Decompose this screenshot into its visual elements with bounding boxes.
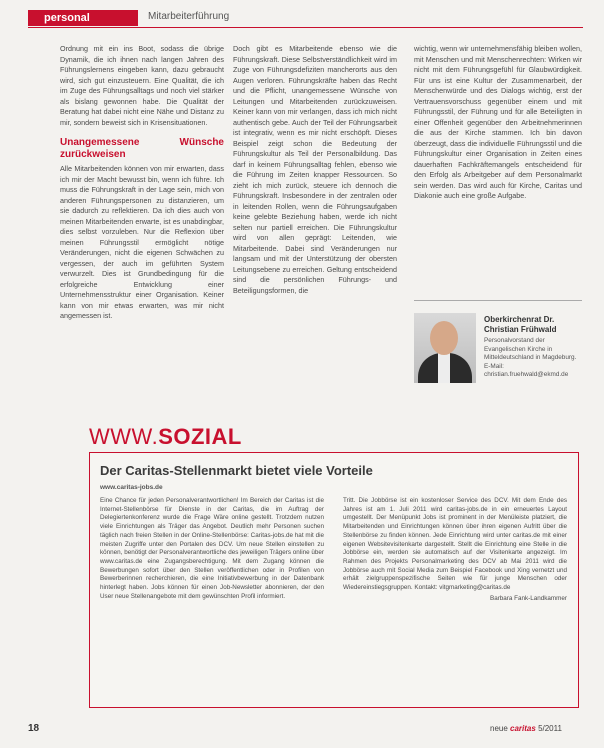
author-name: Oberkirchenrat Dr. Christian Frühwald — [484, 315, 557, 334]
page-number: 18 — [28, 723, 40, 734]
magazine-footer — [490, 724, 562, 733]
column-1-body: Alle Mitarbeitenden können von mir erwarten, dass ich mir der Macht bewusst bin, wenn ich führe. Ich muss die Führungskraft in der Lage sein, mich von anderen Führungspersonen zu distanzieren, um sie dadurch zu reflektieren. Da ich dies auch von meinen Mitarbeitenden erwarte, ist es unabdingbar, dies selbst vorzuleben. Nur die Reflexion über meinen Führungsstil ermöglicht nötige Veränderungen, nicht die eigenen Schwächen zu vergessen, der auch im geführten System verwurzelt. Dies ist Grundbedingung für die erfolgreiche Entwicklung einer Unternehmensstruktur einer Organisation. Keiner kann von mir etwas erwarten, was mir nicht angemessen ist. — [60, 164, 224, 320]
column-1-intro: Ordnung mit ein ins Boot, sodass die übrige Dynamik, die ich ihnen nach langen Jahren des Führungslernens eingeben kann, dazu gebraucht wird, sich gut einzusteuern. Eine Qualität, die ich im Zuge des Führungsalltags und noch viel stärker als bislang gewonnen habe. Die Qualität der Beratung hat dabei nicht eine Nähe und Distanz zu mir, sondern beweist sich in Krisensituationen. — [60, 44, 224, 127]
box-url[interactable]: www.caritas-jobs.de — [100, 484, 163, 491]
box-column-2 — [343, 497, 567, 603]
box-title: Der Caritas-Stellenmarkt bietet viele Vorteile — [100, 463, 373, 478]
column-2-body: Doch gibt es Mitarbeitende ebenso wie die Führungskraft. Diese Selbstverständlichkeit wird im Zuge von Führungsdefiziten mancherorts aus den Augen verloren. Führungskräfte haben das Recht und die Pflicht, unangemessene Wünsche von Leitungen und Mitarbeitenden zurückzuweisen. Keiner kann von mir verlangen, dass ich mich nicht authentisch gebe. Auch der Teil der Führungsarbeit ist integrativ, wenn es mir nicht erschöpft. Dieses Beispiel zeigt schon die Bedeutung der Führungskultur als Teil der Personalbildung. Das darf in keinem Führungsalltag fehlen, ebenso wie die Führung im Zeiten knapper Ressourcen. So zieht ich mich zurück, steuere ich dennoch die Führungskraft. Insbesondere in der zentralen oder in leitenden Rollen, wenn die Führungsaufgaben keine gelebte Beziehung haben, werde ich nicht selten nur partiell erreichen. Die Führungskultur wird von allen geprägt: Leitenden, wie Mitarbeitende. Dabei sind Veränderungen nur langsam und mit der Unterstützung der obersten Leitungsebene zu erreichen. Geltung entscheidend sind die persönlichen Führungs- und Beteiligungsformen, die — [233, 44, 397, 295]
header-rule — [28, 27, 583, 28]
www-sozial-heading — [89, 424, 242, 450]
magazine-name: caritas — [510, 724, 536, 733]
column-3-body: wichtig, wenn wir unternehmensfähig bleiben wollen, mit Menschen und mit Menschenrechten: Wirken wir nicht mit dem Führungsgefühl für Glaubwürdigkeit. Für uns ist eine Kultur der Zusammenarbeit, der Menschenwürde und des Dialogs wichtig, erst der Vertrauensvorschuss gegenüber einem und mit Führungsstil, der Führung und für alle Beteiligten in einer Offenheit gegenüber den Arbeitnehmerinnen die aus der Kirche stammen. Ich bin davon überzeugt, dass die individuelle Führungsstil und die Führungskultur einer Organisation in Zeiten eines dauerhaften Fachkräftemangels entscheidend für den Erfolg als Arbeitgeber auf dem Personalmarkt sein werden. Das wird auch für Kirche, Caritas und Diakonie auch eine große Aufgabe. — [414, 44, 582, 200]
box-column-1 — [100, 497, 324, 601]
box-column-2-text: Tritt. Die Jobbörse ist ein kostenloser Service des DCV. Mit dem Ende des Jahres ist am 1. Juli 2011 wird caritas-jobs.de in ein erneuertes Layout umgestellt. Der Menüpunkt Jobs ist prominent in der Menüleiste platziert, die Mitarbeitenden und Einrichtungen können über ihren eigenen Aufritt über die Stellenbörse zu finden können. Jede Einrichtung wird unter caritas.de mit einer eigenen Websitevisitenkarte dargestellt. Stellt die Einrichtung eine Stelle in die Jobbörse ein, werden sie automatisch auf der Visitenkarte angezeigt. Im Rahmen des Projekts Personalmarketing des DCV ab Mai 2011 wird die Jobbörse auch mit Social Media zum Beispiel Facebook und Xing vernetzt und erhält zielgruppenspezifische Seiten wie für junge Menschen oder Wiedereinstiegsgruppen. Kontakt: vitgmarketing@caritas.de — [343, 497, 567, 592]
text-column-3 — [414, 44, 582, 204]
magazine-prefix: neue — [490, 724, 508, 733]
info-box — [89, 452, 579, 708]
author-box — [414, 300, 582, 389]
www-suffix: SOZIAL — [158, 424, 242, 449]
subheading: Unangemessene Wünsche zurückweisen — [60, 137, 224, 160]
author-info: Personalvorstand der Evangelischen Kirche in Mitteldeutschland in Magdeburg. E-Mail: christian.fruehwald@ekmd.de — [484, 337, 577, 378]
box-signature: Barbara Fank-Landkammer — [490, 594, 567, 602]
magazine-issue: 5/2011 — [538, 724, 562, 733]
author-photo — [414, 313, 476, 383]
text-column-1 — [60, 44, 224, 324]
www-prefix: WWW. — [89, 424, 159, 449]
text-column-2 — [233, 44, 397, 298]
box-column-1-text: Eine Chance für jeden Personalverantwortlichen! Im Bereich der Caritas ist die Internet-Stellenbörse für Dienste in der Caritas, die im Auftrag der Delegiertenkonferenz wurde die Frage Wäre online gestellt. Trotzdem nutzen viele Einrichtungen als Träger das Angebot. Deutlich mehr Personen suchen täglich nach freien Stellen in der Online-Stellenbörse: Caritas-jobs.de hat mit die meisten Zugriffe unter den Portalen des DCV. Um neue Stellen einstellen zu können, benötigt der Personalverantwortliche des jeweiligen Trägers online über www.caritas.de eine Zugangsberechtigung. Mit dem Zugang können die Bewerbungen sofort über den Stellen veröffentlichen oder in Profilen von Bewerberinnen recherchieren, die eine Initiativbewerbung in der Datenbank hinterlegt haben. Jobs können für einen Job-Newsletter abonnieren, der den User neue Stellenangebote mit dem gewünschten Profil informiert. — [100, 497, 324, 600]
section-tag: personal — [28, 10, 138, 26]
section-title: Mitarbeiterführung — [148, 11, 230, 22]
